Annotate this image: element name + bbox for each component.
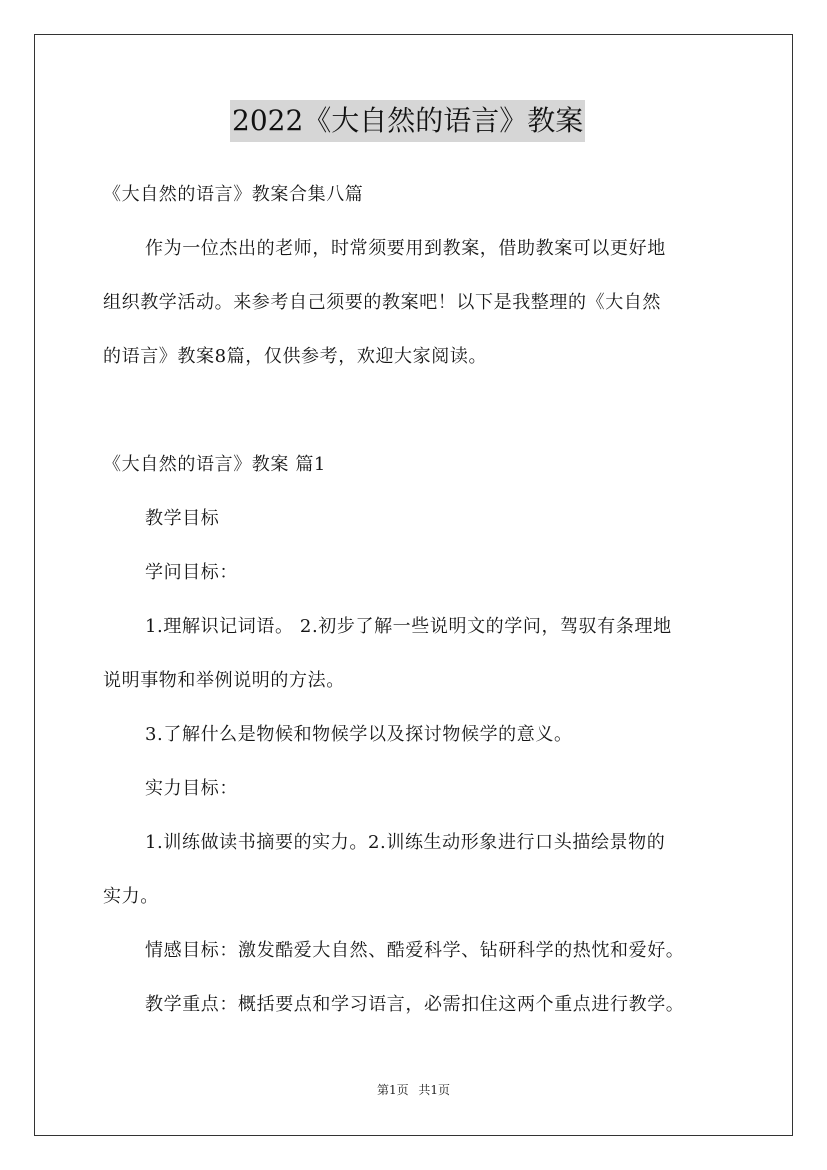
body-line-4: 说明事物和举例说明的方法。 bbox=[103, 670, 345, 691]
body-line-3: 1.理解识记词语。 2.初步了解一些说明文的学问，驾驭有条理地 bbox=[145, 616, 672, 637]
body-line-9: 情感目标：激发酷爱大自然、酷爱科学、钻研科学的热忱和爱好。 bbox=[145, 940, 685, 961]
page-total: 共1页 bbox=[418, 1083, 451, 1097]
intro-line-1: 作为一位杰出的老师，时常须要用到教案，借助教案可以更好地 bbox=[145, 238, 666, 259]
body-line-8: 实力。 bbox=[103, 886, 159, 907]
body-line-1: 教学目标 bbox=[145, 508, 220, 529]
document-title: 2022《大自然的语言》教案 bbox=[230, 100, 585, 142]
body-line-2: 学问目标： bbox=[145, 562, 238, 583]
body-line-5: 3.了解什么是物候和物候学以及探讨物候学的意义。 bbox=[145, 724, 573, 745]
body-line-6: 实力目标： bbox=[145, 778, 238, 799]
document-subtitle: 《大自然的语言》教案合集八篇 bbox=[103, 184, 364, 205]
intro-line-3: 的语言》教案8篇，仅供参考，欢迎大家阅读。 bbox=[103, 346, 488, 367]
section-heading: 《大自然的语言》教案 篇1 bbox=[103, 454, 326, 475]
page-number: 第1页 bbox=[376, 1083, 409, 1097]
page-footer bbox=[0, 1082, 827, 1098]
body-line-7: 1.训练做读书摘要的实力。2.训练生动形象进行口头描绘景物的 bbox=[145, 832, 666, 853]
body-line-10: 教学重点：概括要点和学习语言，必需扣住这两个重点进行教学。 bbox=[145, 994, 685, 1015]
intro-line-2: 组织教学活动。来参考自己须要的教案吧！以下是我整理的《大自然 bbox=[103, 292, 661, 313]
